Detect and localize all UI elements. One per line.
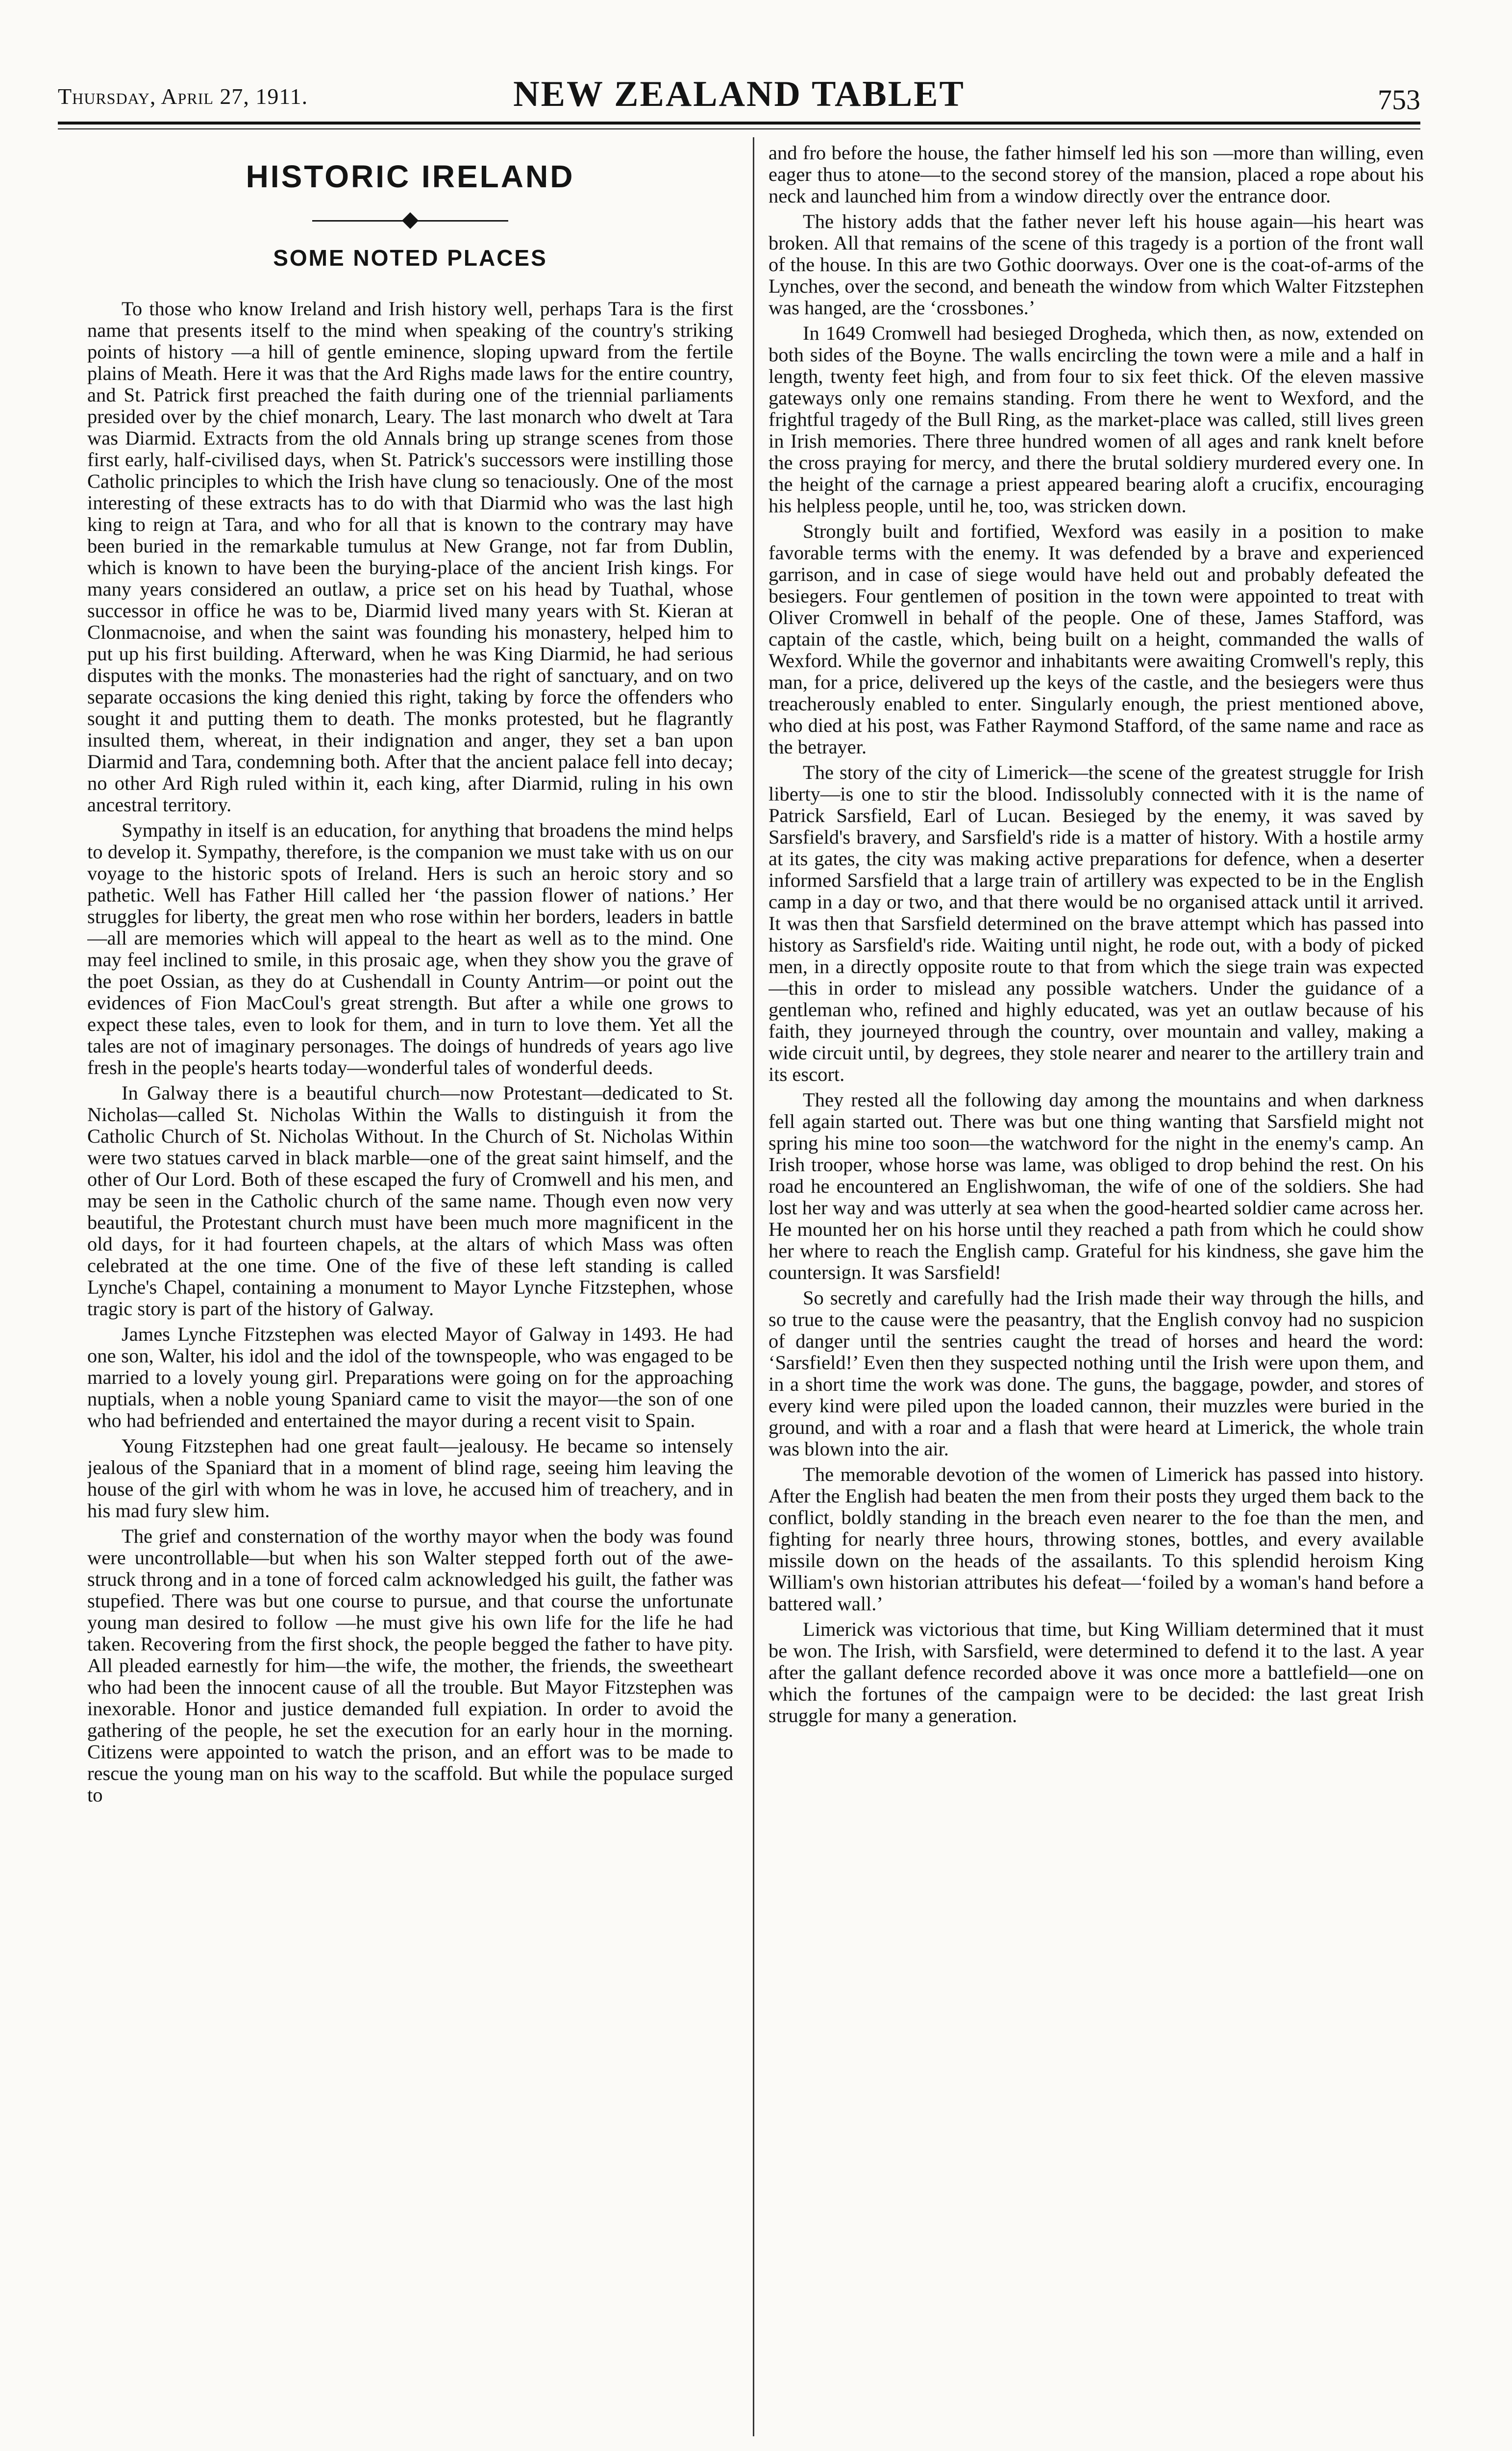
- paragraph: The grief and consternation of the worthy mayor when the body was found were uncontrollable—but when his son Walter stepped forth out of the awe-struck throng and in a tone of forced calm acknowledged his guilt, the father was stupefied. There was but one course to pursue, and that course the unfortunate young man desired to follow —he must give his own life for the life he had taken. Recovering from the first shock, the people begged the father to have pity. All pleaded earnestly for him—the wife, the mother, the friends, the sweetheart who had been the innocent cause of all the trouble. But Mayor Fitzstephen was inexorable. Honor and justice demanded full expiation. In order to avoid the gathering of the people, he set the execution for an early hour in the morning. Citizens were appointed to watch the prison, and an effort was to be made to rescue the young man on his way to the scaffold. But while the populace surged to: [87, 1525, 733, 1806]
- paragraph: So secretly and carefully had the Irish made their way through the hills, and so true to the cause were the peasantry, that the English convoy had no suspicion of danger until the sentries caught the tread of horses and heard the word: ‘Sarsfield!’ Even then they suspected nothing until the Irish were upon them, and in a short time the work was done. The guns, the baggage, powder, and stores of every kind were piled upon the loaded cannon, their muzzles were buried in the ground, and with a roar and a flash that were heard at Limerick, the whole train was blown into the air.: [768, 1287, 1424, 1460]
- page-number: 753: [1378, 84, 1420, 116]
- paragraph: and fro before the house, the father himself led his son —more than willing, even eager thus to atone—to the second storey of the mansion, placed a rope about his neck and launched him from a window directly over the entrance door.: [768, 142, 1424, 207]
- paragraph: Limerick was victorious that time, but King William determined that it must be won. The Irish, with Sarsfield, were determined to defend it to the last. A year after the gallant defence recorded above it was once more a battlefield—one on which the fortunes of the campaign were to be decided: the last great Irish struggle for many a generation.: [768, 1618, 1424, 1726]
- article-headline: HISTORIC IRELAND: [246, 159, 575, 194]
- paragraph: Strongly built and fortified, Wexford was easily in a position to make favorable terms with the enemy. It was defended by a brave and experienced garrison, and in case of siege would have held out and probably defeated the besiegers. Four gentlemen of position in the town were appointed to treat with Oliver Cromwell in behalf of the people. One of these, James Stafford, was captain of the castle, which, being built on a height, commanded the walls of Wexford. While the governor and inhabitants were awaiting Cromwell's reply, this man, for a price, delivered up the keys of the castle, and the besiegers were thus treacherously enabled to enter. Singularly enough, the priest mentioned above, who died at his post, was Father Raymond Stafford, of the same name and race as the betrayer.: [768, 520, 1424, 758]
- paragraph: They rested all the following day among the mountains and when darkness fell again started out. There was but one thing wanting that Sarsfield might not spring his mine too soon—the watchword for the night in the enemy's camp. An Irish trooper, whose horse was lame, was obliged to drop behind the rest. On his road he encountered an Englishwoman, the wife of one of the soldiers. She had lost her way and was utterly at sea when the good-hearted soldier came across her. He mounted her on his horse until they reached a path from which he could show her where to reach the English camp. Grateful for his kindness, she gave him the countersign. It was Sarsfield!: [768, 1089, 1424, 1283]
- paragraph: James Lynche Fitzstephen was elected Mayor of Galway in 1493. He had one son, Walter, his idol and the idol of the townspeople, who was engaged to be married to a lovely young girl. Preparations were going on for the approaching nuptials, when a noble young Spaniard came to visit the mayor—the son of one who had befriended and entertained the mayor during a recent visit to Spain.: [87, 1323, 733, 1431]
- masthead-rule-thin: [58, 128, 1420, 129]
- paragraph: Young Fitzstephen had one great fault—jealousy. He became so intensely jealous of the Spaniard that in a moment of blind rage, seeing him leaving the house of the girl with whom he was in love, he accused him of treachery, and in his mad fury slew him.: [87, 1435, 733, 1522]
- issue-date: Thursday, April 27, 1911.: [58, 84, 308, 109]
- paragraph: In Galway there is a beautiful church—now Protestant—dedicated to St. Nicholas—called St. Nicholas Within the Walls to distinguish it from the Catholic Church of St. Nicholas Without. In the Church of St. Nicholas Within were two statues carved in black marble—one of the great saint himself, and the other of Our Lord. Both of these escaped the fury of Cromwell and his men, and may be seen in the Catholic church of the same name. Though even now very beautiful, the Protestant church must have been much more magnificent in the old days, for it had fourteen chapels, at the altars of which Mass was often celebrated at the one time. One of the five of these left standing is called Lynche's Chapel, containing a monument to Mayor Lynche Fitzstephen, whose tragic story is part of the history of Galway.: [87, 1082, 733, 1320]
- masthead: [58, 74, 1420, 123]
- column-divider: [753, 137, 754, 2436]
- newspaper-title: NEW ZEALAND TABLET: [513, 74, 965, 114]
- ornament-divider: [312, 211, 508, 230]
- paragraph: To those who know Ireland and Irish history well, perhaps Tara is the first name that presents itself to the mind when speaking of the country's striking points of history —a hill of gentle eminence, sloping upward from the fertile plains of Meath. Here it was that the Ard Righs made laws for the entire country, and St. Patrick first preached the faith during one of the triennial parliaments presided over by the chief monarch, Leary. The last monarch who dwelt at Tara was Diarmid. Extracts from the old Annals bring up strange scenes from those first early, half-civilised days, when St. Patrick's successors were instilling those Catholic principles to which the Irish have clung so tenaciously. One of the most interesting of these extracts has to do with that Diarmid who was the last high king to reign at Tara, and who for all that is known to the contrary may have been buried in the remarkable tumulus at New Grange, not far from Dublin, which is known to have been the burying-place of the ancient Irish kings. For many years considered an outlaw, a price set on his head by Tuathal, whose successor in office he was to be, Diarmid lived many years with St. Kieran at Clonmacnoise, and when the saint was founding his monastery, helped him to put up his first building. Afterward, when he was King Diarmid, he had serious disputes with the monks. The monasteries had the right of sanctuary, and on two separate occasions the king denied this right, taking by force the offenders who sought it and putting them to death. The monks protested, but he flagrantly insulted them, whereat, in their indignation and anger, they set a ban upon Diarmid and Tara, condemning both. After that the ancient palace fell into decay; no other Ard Righ ruled within it, each king, after Diarmid, ruling in his own ancestral territory.: [87, 298, 733, 816]
- paragraph: The story of the city of Limerick—the scene of the greatest struggle for Irish liberty—is one to stir the blood. Indissolubly connected with it is the name of Patrick Sarsfield, Earl of Lucan. Besieged by the enemy, it was saved by Sarsfield's bravery, and Sarsfield's ride is a matter of history. With a hostile army at its gates, the city was making active preparations for defence, when a deserter informed Sarsfield that a large train of artillery was expected to be in the English camp in a day or two, and that there would be no organised attack until it arrived. It was then that Sarsfield determined on the brave attempt which has passed into history as Sarsfield's ride. Waiting until night, he rode out, with a body of picked men, in a directly opposite route to that from which the siege train was expected—this in order to mislead any possible watchers. Under the guidance of a gentleman who, refined and highly educated, was yet an outlaw because of his faith, they journeyed through the country, over mountain and valley, making a wide circuit until, by degrees, they stole nearer and nearer to the artillery train and its escort.: [768, 761, 1424, 1085]
- diamond-icon: [402, 212, 419, 229]
- paragraph: The history adds that the father never left his house again—his heart was broken. All that remains of the scene of this tragedy is a portion of the front wall of the house. In this are two Gothic doorways. Over one is the coat-of-arms of the Lynches, over the second, and beneath the window from which Walter Fitzstephen was hanged, are the ‘crossbones.’: [768, 210, 1424, 319]
- masthead-rule-thick: [58, 122, 1420, 125]
- paragraph: The memorable devotion of the women of Limerick has passed into history. After the English had beaten the men from their posts they urged them back to the conflict, boldly standing in the breach even nearer to the foe than the men, and fighting for nearly three hours, throwing stones, bottles, and every available missile down on the heads of the assailants. To this splendid heroism King William's own historian attributes his defeat—‘foiled by a woman's hand before a battered wall.’: [768, 1463, 1424, 1615]
- right-column: [768, 142, 1424, 2441]
- paragraph: Sympathy in itself is an education, for anything that broadens the mind helps to develop it. Sympathy, therefore, is the companion we must take with us on our voyage to the historic spots of Ireland. Hers is such an heroic story and so pathetic. Well has Father Hill called her ‘the passion flower of nations.’ Her struggles for liberty, the great men who rose within her borders, leaders in battle—all are memories which will appeal to the heart as well as to the mind. One may feel inclined to smile, in this prosaic age, when they show you the grave of the poet Ossian, as they do at Cushendall in County Antrim—or point out the evidences of Fion MacCoul's great strength. But after a while one grows to expect these tales, even to look for them, and in turn to love them. Yet all the tales are not of imaginary personages. The doings of hundreds of years ago live fresh in the people's hearts today—wonderful tales of wonderful deeds.: [87, 819, 733, 1078]
- paragraph: In 1649 Cromwell had besieged Drogheda, which then, as now, extended on both sides of the Boyne. The walls encircling the town were a mile and a half in length, twenty feet high, and from four to six feet thick. Of the eleven massive gateways only one remains standing. From there he went to Wexford, and the frightful tragedy of the Bull Ring, as the market-place was called, still lives green in Irish memories. There three hundred women of all ages and rank knelt before the cross praying for mercy, and there the brutal soldiery murdered every one. In the height of the carnage a priest appeared bearing aloft a crucifix, encouraging his helpless people, until he, too, was stricken down.: [768, 322, 1424, 517]
- article-subheading: SOME NOTED PLACES: [273, 245, 547, 271]
- left-column: [87, 142, 733, 2441]
